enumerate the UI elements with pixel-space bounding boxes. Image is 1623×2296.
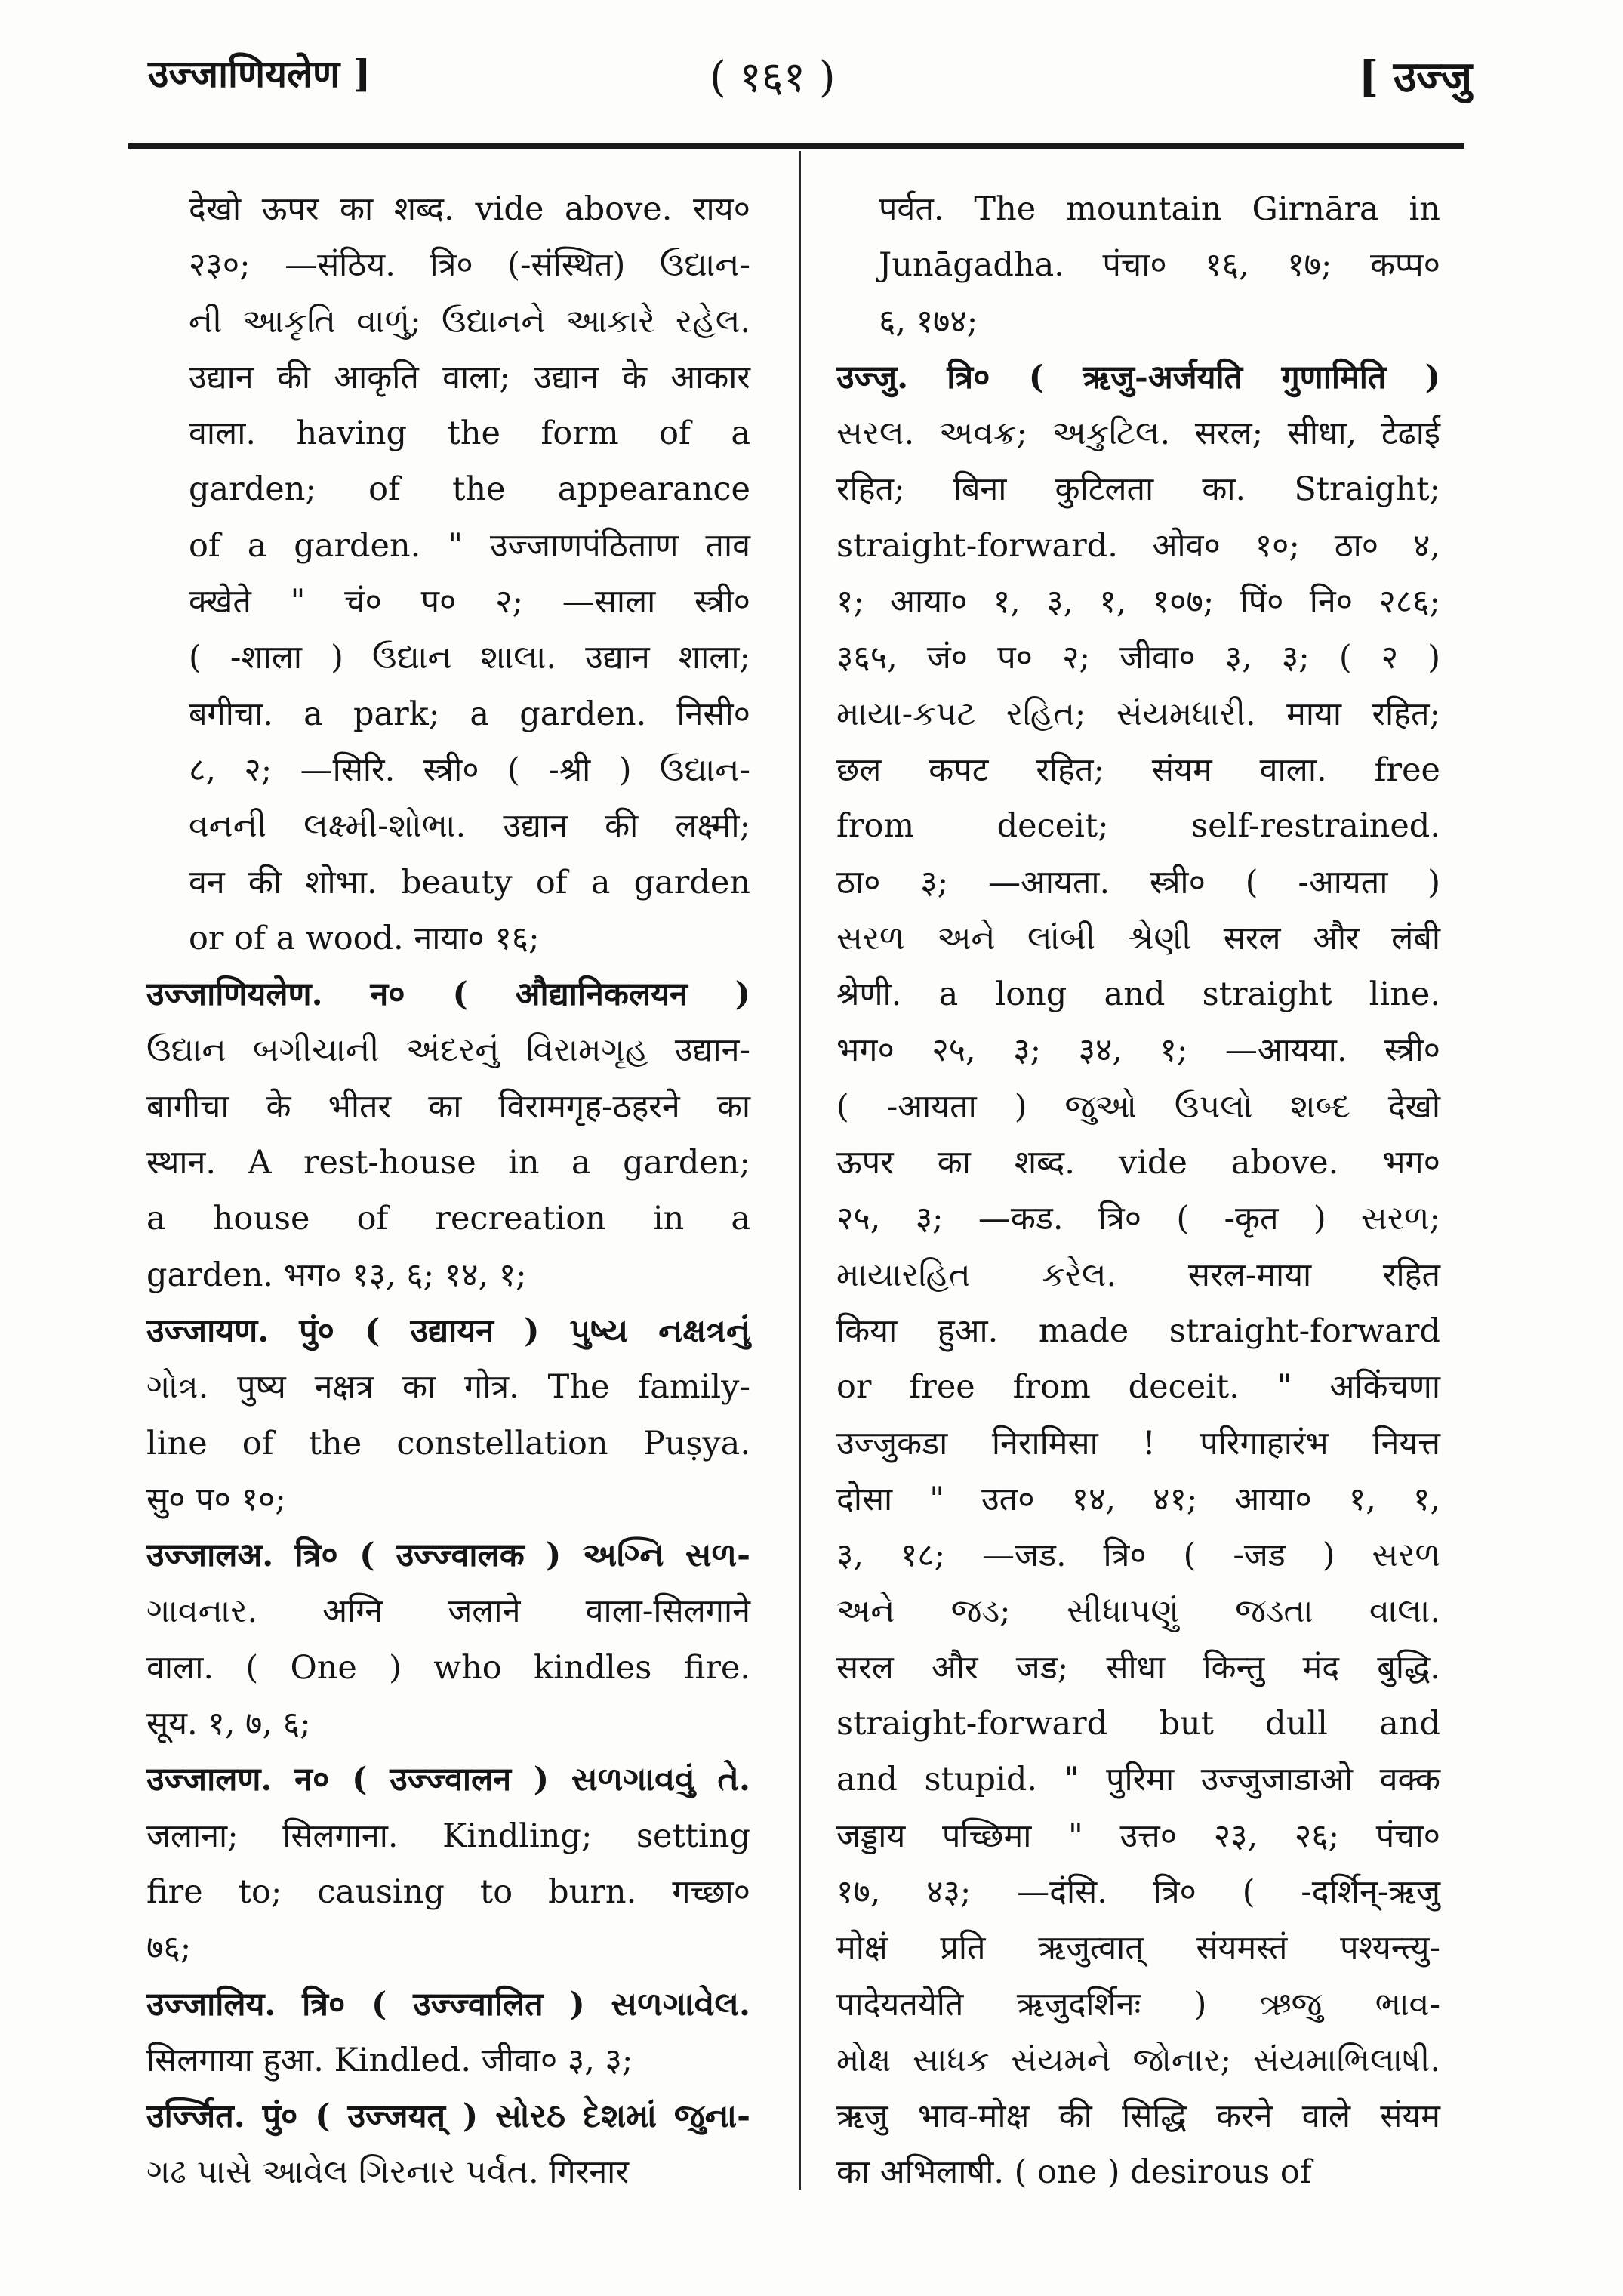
text-line: उज्जु. त्रि० ( ऋजु-अर्जयति गुणामिति ) — [836, 358, 1440, 396]
text-line: १७, ४३; —दंसि. त्रि० ( -दर्शिन्-ऋजु — [836, 1872, 1440, 1911]
text-line: ( -शाला ) ઉદ્યાન શાલા. उद्यान शाला; — [189, 639, 750, 677]
text-line: उर्ज्जित. पुं० ( उज्जयत् ) સોરઠ દેશમાં જુના- — [146, 2097, 750, 2136]
text-line: सूय. १, ७, ६; — [146, 1705, 311, 1743]
text-line: ઉદ્યાન બગીચાની અંદરનું વિરામગૃહ उद्यान- — [146, 1031, 750, 1070]
text-line: क्खेते " चं० प० २; —साला स्त्री० — [189, 583, 750, 621]
text-line: મોક્ષ સાધક સંયમને જોનાર; સંયમાભિલાષી. — [836, 2041, 1440, 2079]
text-line: ऋजु भाव-मोक्ष की सिद्धि करने वाले संयम — [836, 2097, 1440, 2136]
text-line: का अभिलाषी. ( one ) desirous of — [836, 2153, 1312, 2192]
text-line: ની આકૃતિ વાળું; ઉદ્યાનને આકારે રહેલ. — [189, 302, 750, 341]
text-line: માયા-કપટ રહિત; સંયમધારી. माया रहित; — [836, 695, 1440, 733]
text-line: उज्जालण. न० ( उज्ज्वालन ) સળગાવવું તે. — [146, 1761, 750, 1799]
header-right-guideword: [ उज्जु — [1358, 52, 1472, 102]
text-line: of a garden. " उज्जाणपंठिताण ताव — [189, 526, 750, 565]
dictionary-entry — [146, 1527, 750, 1752]
text-line: उज्जाणियलेण. न० ( औद्यानिकलयन ) — [146, 975, 750, 1014]
dictionary-entry — [836, 350, 1440, 2201]
text-line: ગાવનાર. अग्नि जलाने वाला-सिलगाने — [146, 1592, 750, 1631]
text-line: सु० प० १०; — [146, 1480, 286, 1518]
text-line: fire to; causing to burn. गच्छा० — [146, 1872, 750, 1911]
entry-continuation — [836, 181, 1440, 350]
text-line: मोक्षं प्रति ऋजुत्वात् संयमस्तं पश्यन्त्यु- — [836, 1929, 1440, 1968]
text-line: ३६५, जं० प० २; जीवा० ३, ३; ( २ ) — [836, 639, 1440, 677]
text-line: garden; of the appearance — [189, 470, 750, 509]
dictionary-entry — [146, 1752, 750, 1976]
text-line: ગોત્ર. पुष्य नक्षत्र का गोत्र. The family- — [146, 1368, 750, 1407]
text-line: ६, १७४; — [879, 302, 978, 341]
text-line: वाला. having the form of a — [189, 415, 750, 453]
text-line: a house of recreation in a — [146, 1200, 750, 1238]
text-line: ३, १८; —जड. त्रि० ( -जड ) સરળ — [836, 1536, 1440, 1575]
text-line: ७६; — [146, 1929, 192, 1968]
dictionary-entry — [146, 2088, 750, 2201]
header-rule — [128, 143, 1464, 149]
text-line: स्थान. A rest-house in a garden; — [146, 1144, 750, 1182]
text-line: बगीचा. a park; a garden. निसी० — [189, 695, 750, 733]
text-line: २३०; —संठिय. त्रि० (-संस्थित) ઉદ્યાન- — [189, 246, 750, 285]
text-line: straight-forward. ओव० १०; ठा० ४, — [836, 526, 1440, 565]
text-line: ८, २; —सिरि. स्त्री० ( -श्री ) ઉદ્યાન- — [189, 750, 750, 789]
text-line: दोसा " उत० १४, ४१; आया० १, १, — [836, 1480, 1440, 1518]
text-line: उज्जालिय. त्रि० ( उज्ज्वालित ) સળગાવેલ. — [146, 1985, 750, 2023]
text-line: ગઢ પાસે આવેલ ગિરનાર પર્વત. गिरनार — [146, 2153, 629, 2192]
text-line: बागीचा के भीतर का विरामगृह-ठहरने का — [146, 1087, 750, 1126]
text-line: from deceit; self-restrained. — [836, 807, 1440, 846]
text-line: १; आया० १, ३, १, १०७; पिं० नि० २८६; — [836, 583, 1440, 621]
text-line: માયારહિત કરેલ. सरल-माया रहित — [836, 1256, 1440, 1294]
text-line: उद्यान की आकृति वाला; उद्यान के आकार — [189, 358, 750, 396]
left-column — [146, 181, 750, 2201]
text-line: ( -आयता ) જુઓ ઉપલો શબ્દ देखो — [836, 1087, 1440, 1126]
text-line: वन की शोभा. beauty of a garden — [189, 863, 750, 901]
text-line: जलाना; सिलगाना. Kindling; setting — [146, 1817, 750, 1855]
dictionary-entry — [146, 1303, 750, 1527]
text-line: સરળ અને લાંબી શ્રેણી सरल और लंबी — [836, 919, 1440, 957]
entry-continuation — [146, 181, 750, 966]
text-line: उज्जायण. पुं० ( उद्यायन ) પુષ્ય નક્ષત્રનું — [146, 1311, 750, 1350]
text-line: पर्वत. The mountain Girnāra in — [879, 190, 1440, 228]
text-line: देखो ऊपर का शब्द. vide above. राय० — [189, 190, 750, 228]
text-line: सरल और जड; सीधा किन्तु मंद बुद्धि. — [836, 1648, 1440, 1687]
text-line: जड्डाय पच्छिमा " उत्त० २३, २६; पंचा० — [836, 1817, 1440, 1855]
text-line: સરલ. અવક્ર; અકુટિલ. सरल; सीधा, टेढाई — [836, 415, 1440, 453]
text-line: श्रेणी. a long and straight line. — [836, 975, 1440, 1014]
text-line: भग० २५, ३; ३४, १; —आयया. स्त्री० — [836, 1031, 1440, 1070]
text-line: and stupid. " पुरिमा उज्जुजाडाओ वक्क — [836, 1761, 1440, 1799]
text-line: straight-forward but dull and — [836, 1705, 1440, 1743]
text-line: or free from deceit. " अकिंचणा — [836, 1368, 1440, 1407]
text-line: रहित; बिना कुटिलता का. Straight; — [836, 470, 1440, 509]
text-line: पादेयतयेति ऋजुदर्शिनः ) ઋજુ ભાવ- — [836, 1985, 1440, 2023]
dictionary-entry — [146, 966, 750, 1303]
text-line: વનની લક્ષ્મી-શોભા. उद्यान की लक्ष्मी; — [189, 807, 750, 846]
text-line: वाला. ( One ) who kindles fire. — [146, 1648, 750, 1687]
text-line: or of a wood. नाया० १६; — [189, 919, 540, 957]
text-line: ऊपर का शब्द. vide above. भग० — [836, 1144, 1440, 1182]
dictionary-entry — [146, 1977, 750, 2089]
right-column — [836, 181, 1440, 2201]
header-left-guideword: उज्जाणियलेण ] — [148, 51, 371, 96]
text-line: અને જડ; સીધાપણું જડતા વાલા. — [836, 1592, 1440, 1631]
text-line: Junāgadha. पंचा० १६, १७; कप्प० — [879, 246, 1440, 285]
text-line: line of the constellation Puṣya. — [146, 1424, 750, 1462]
text-line: उज्जालअ. त्रि० ( उज्ज्वालक ) અગ્નિ સળ- — [146, 1536, 750, 1575]
text-line: garden. भग० १३, ६; १४, १; — [146, 1256, 527, 1294]
page-number: ( १६१ ) — [710, 53, 836, 102]
text-line: किया हुआ. made straight-forward — [836, 1311, 1440, 1350]
text-line: सिलगाया हुआ. Kindled. जीवा० ३, ३; — [146, 2041, 633, 2079]
text-line: उज्जुकडा निरामिसा ! परिगाहारंभ नियत्त — [836, 1424, 1440, 1462]
text-line: ठा० ३; —आयता. स्त्री० ( -आयता ) — [836, 863, 1440, 901]
text-line: छल कपट रहित; संयम वाला. free — [836, 750, 1440, 789]
column-divider — [799, 151, 801, 2190]
text-line: २५, ३; —कड. त्रि० ( -कृत ) સરળ; — [836, 1200, 1440, 1238]
